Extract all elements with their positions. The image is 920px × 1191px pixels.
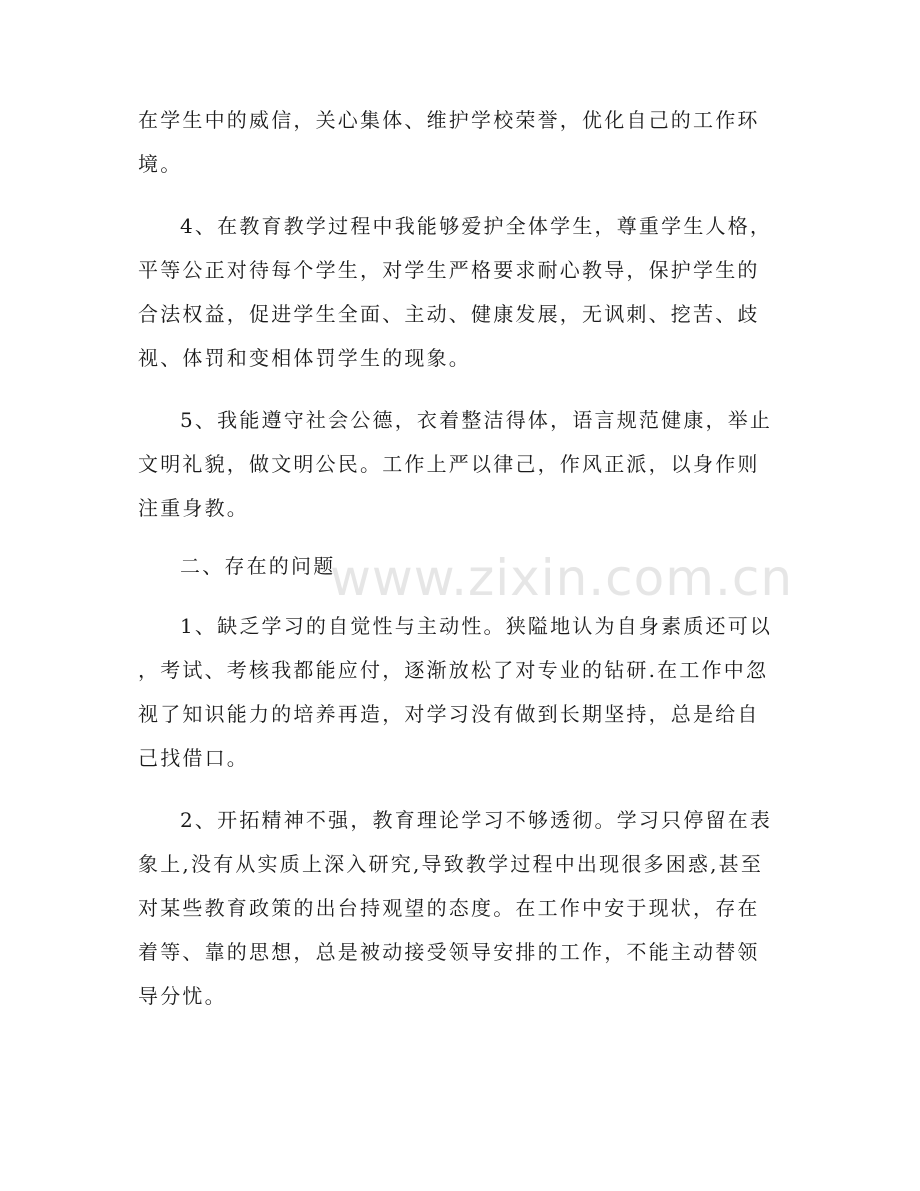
text-line: 象上,没有从实质上深入研究,导致教学过程中出现很多困惑,甚至 bbox=[138, 852, 764, 876]
watermark: www.zixin.com.cn bbox=[330, 549, 794, 607]
text-line: 对某些教育政策的出台持观望的态度。在工作中安于现状，存在 bbox=[138, 896, 760, 920]
text-line: 文明礼貌，做文明公民。工作上严以律己，作风正派，以身作则 bbox=[138, 452, 760, 476]
section-heading: 二、存在的问题 bbox=[180, 554, 336, 578]
paragraph-4-first-line: 4、在教育教学过程中我能够爱护全体学生，尊重学生人格， bbox=[180, 214, 773, 238]
text-line: 导分忧。 bbox=[138, 984, 227, 1008]
text-line: 在学生中的威信，关心集体、维护学校荣誉，优化自己的工作环 bbox=[138, 108, 760, 132]
text-line: 视了知识能力的培养再造，对学习没有做到长期坚持，总是给自 bbox=[138, 702, 760, 726]
text-line: 注重身教。 bbox=[138, 496, 249, 520]
problem-2-first-line: 2、开拓精神不强，教育理论学习不够透彻。学习只停留在表 bbox=[180, 808, 773, 832]
text-line: ，考试、考核我都能应付，逐渐放松了对专业的钻研.在工作中忽 bbox=[138, 658, 769, 682]
text-line: 视、体罚和变相体罚学生的现象。 bbox=[138, 346, 471, 370]
text-line: 己找借口。 bbox=[138, 746, 249, 770]
problem-1-first-line: 1、缺乏学习的自觉性与主动性。狭隘地认为自身素质还可以 bbox=[180, 614, 773, 638]
text-line: 境。 bbox=[138, 152, 183, 176]
text-line: 平等公正对待每个学生，对学生严格要求耐心教导，保护学生的 bbox=[138, 258, 760, 282]
paragraph-5-first-line: 5、我能遵守社会公德，衣着整洁得体，语言规范健康，举止 bbox=[180, 408, 773, 432]
text-line: 合法权益，促进学生全面、主动、健康发展，无讽刺、挖苦、歧 bbox=[138, 302, 760, 326]
text-line: 着等、靠的思想，总是被动接受领导安排的工作，不能主动替领 bbox=[138, 940, 760, 964]
